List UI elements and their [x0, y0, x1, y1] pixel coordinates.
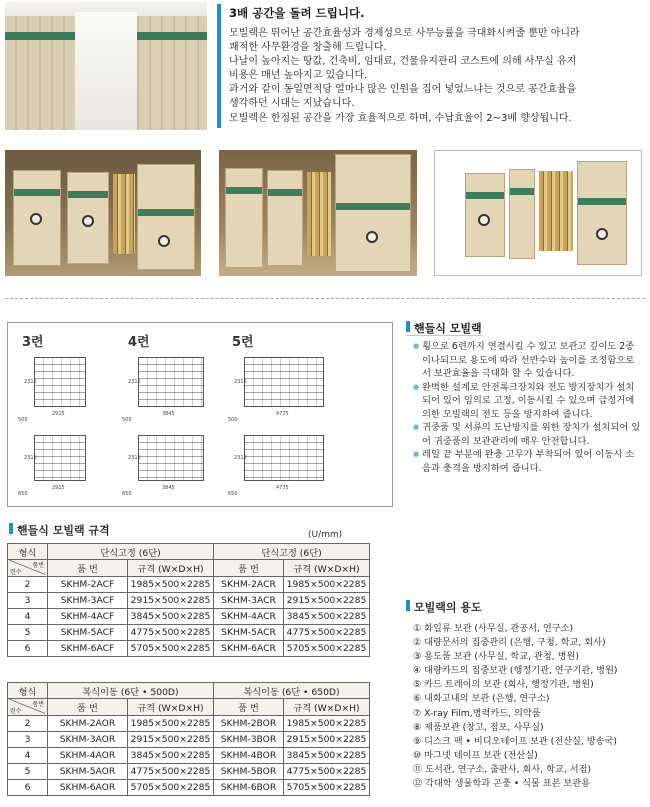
table-cell: SKHM-2ACF — [48, 577, 128, 593]
shelf-contents — [539, 171, 573, 251]
depth-dimension: 500 — [228, 417, 238, 423]
shelf-contents — [113, 174, 135, 254]
depth-dimension: 500 — [122, 417, 132, 423]
height-dimension: 2315 — [24, 379, 37, 385]
features-list — [413, 340, 643, 475]
table-row — [8, 609, 370, 625]
features-title: 핸들식 모빌랙 — [414, 322, 482, 335]
width-dimension: 3845 — [162, 411, 175, 417]
table-row — [8, 577, 370, 593]
table-cell: SKHM-2AOR — [48, 716, 128, 732]
rack-unit — [509, 169, 535, 259]
table-cell: 3845×500×2285 — [284, 748, 370, 764]
height-dimension: 2315 — [128, 379, 141, 385]
diagonal-header: 품번 련수 — [8, 560, 48, 577]
table-cell: SKHM-3AOR — [48, 732, 128, 748]
use-item: ⑦ X-ray Film,병력카드, 의약품 — [413, 707, 541, 719]
width-dimension: 2915 — [52, 411, 65, 417]
col-size: 규격 (W×D×H) — [128, 560, 214, 577]
table-cell: SKHM-3ACF — [48, 593, 128, 609]
table-cell: 2915×500×2285 — [128, 732, 214, 748]
width-dimension: 4775 — [276, 411, 289, 417]
table-cell: 2915×500×2285 — [284, 732, 370, 748]
intro-line: 비용은 매년 높아지고 있습니다. — [229, 70, 368, 81]
table-row — [8, 641, 370, 657]
rack-unit — [137, 164, 195, 270]
table-cell: 4775×500×2285 — [128, 764, 214, 780]
table-cell: SKHM-6ACR — [214, 641, 284, 657]
table-cell: SKHM-4ACF — [48, 609, 128, 625]
rack-unit — [465, 173, 505, 257]
table-row — [8, 764, 370, 780]
table-cell: 6 — [8, 641, 48, 657]
depth-dimension: 650 — [18, 491, 28, 497]
col-type: 형식 — [8, 683, 48, 699]
table-cell: SKHM-4ACR — [214, 609, 284, 625]
table-row — [8, 593, 370, 609]
table-cell: 4775×500×2285 — [284, 625, 370, 641]
section-divider — [5, 298, 645, 299]
col-size: 규격 (W×D×H) — [128, 699, 214, 716]
diagonal-header: 품번 련수 — [8, 699, 48, 716]
table-row — [8, 748, 370, 764]
use-item: ⑧ 제품보관 (창고, 점포, 사무실) — [413, 721, 544, 733]
depth-dimension: 650 — [228, 491, 238, 497]
green-stripe — [5, 32, 75, 40]
uses-list — [413, 622, 645, 791]
height-dimension: 2315 — [234, 455, 247, 461]
accent-bar — [217, 4, 221, 128]
feature-item: ● 귀중품 및 서류의 도난방지를 위한 장치가 설치되어 있어 귀중품의 보관관리에 매우 안전합니다. — [413, 421, 643, 448]
use-item: ② 대량문서의 집중관리 (은행, 구청, 학교, 회사) — [413, 637, 606, 649]
table-cell: 2 — [8, 577, 48, 593]
drawing-label: 4련 — [128, 335, 150, 350]
table-cell: SKHM-3BOR — [214, 732, 284, 748]
table-cell: SKHM-2BOR — [214, 716, 284, 732]
intro-line: 나날이 높아지는 땅값, 건축비, 임대료, 건물유지관리 코스트에 의해 사무실 유지 — [229, 56, 577, 67]
table-cell: 1985×500×2285 — [284, 577, 370, 593]
col-part: 품 번 — [214, 699, 284, 716]
feature-item: ● 횡으로 6련까지 연결시킬 수 있고 보관고 깊이도 2종이나되므로 용도에 따라 선반수와 높이를 조정함으로서 보관효율을 극대화 할 수 있습니다. — [413, 340, 643, 381]
spec-title: 핸들식 모빌랙 규격 — [17, 524, 110, 537]
table-cell: 2915×500×2285 — [284, 593, 370, 609]
table-row — [8, 716, 370, 732]
intro-line: 모빌렉은 한정된 공간을 가장 효율적으로 하며, 수납효율이 2~3배 향상됩니다. — [229, 113, 572, 124]
table-cell: 4 — [8, 748, 48, 764]
rack-unit — [13, 170, 61, 266]
table-cell: SKHM-5ACR — [214, 625, 284, 641]
aisle — [75, 12, 137, 130]
table-cell: SKHM-5AOR — [48, 764, 128, 780]
group-header: 복식이동 (6단 • 650D) — [214, 683, 370, 699]
table-cell: 3 — [8, 732, 48, 748]
table-row — [8, 732, 370, 748]
intro-line: 생각하던 시대는 지났습니다. — [229, 98, 355, 109]
mobile-rack-photo — [219, 150, 417, 276]
table-cell: 1985×500×2285 — [128, 716, 214, 732]
height-dimension: 2315 — [234, 379, 247, 385]
width-dimension: 2915 — [52, 485, 65, 491]
depth-dimension: 500 — [18, 417, 28, 423]
depth-dimension: 650 — [122, 491, 132, 497]
drawing-label: 3련 — [22, 335, 44, 350]
width-dimension: 3845 — [162, 485, 175, 491]
table-cell: 1985×500×2285 — [128, 577, 214, 593]
table-cell: 5705×500×2285 — [128, 780, 214, 796]
mobile-rack-photo — [5, 150, 201, 276]
mobile-rack-photo — [434, 150, 642, 276]
table-cell: 5705×500×2285 — [284, 780, 370, 796]
table-cell: 4775×500×2285 — [284, 764, 370, 780]
col-size: 규격 (W×D×H) — [284, 699, 370, 716]
rack-unit — [225, 168, 263, 268]
rack-unit — [335, 154, 411, 272]
use-item: ⑪ 도서관, 연구소, 출판사, 회사, 학교, 서점) — [413, 763, 592, 775]
group-header: 단식고정 (6단) — [48, 544, 214, 560]
table-cell: 3 — [8, 593, 48, 609]
use-item: ⑤ 카드 트레이의 보관 (회사, 행정기관, 병원) — [413, 679, 594, 691]
table-cell: 3845×500×2285 — [128, 748, 214, 764]
col-size: 규격 (W×D×H) — [284, 560, 370, 577]
table-cell: SKHM-6ACF — [48, 641, 128, 657]
table-cell: 6 — [8, 780, 48, 796]
table-cell: 4 — [8, 609, 48, 625]
table-row — [8, 625, 370, 641]
table-cell: SKHM-6BOR — [214, 780, 284, 796]
height-dimension: 2315 — [24, 455, 37, 461]
rack-unit — [67, 172, 109, 264]
use-item: ⑨ 디스크 팩 • 비디오테이프 보관 (전산실, 방송국) — [413, 735, 617, 747]
col-part: 품 번 — [48, 699, 128, 716]
hero-aisle-photo — [5, 2, 207, 130]
use-item: ⑩ 마그넷 테이프 보관 (전산실) — [413, 749, 538, 761]
rack-unit — [267, 170, 303, 266]
spec-table-fixed — [7, 543, 370, 657]
intro-line: 과거와 같이 동일면적당 얼마나 많은 인원을 집어 넣었느냐는 것으로 공간효율을 — [229, 84, 577, 95]
table-cell: 5705×500×2285 — [284, 641, 370, 657]
table-cell: 3845×500×2285 — [284, 609, 370, 625]
table-cell: SKHM-3ACR — [214, 593, 284, 609]
rack-unit — [577, 161, 627, 265]
table-cell: SKHM-2ACR — [214, 577, 284, 593]
width-dimension: 4775 — [276, 485, 289, 491]
intro-line: 쾌적한 사무환경을 창출해 드립니다. — [229, 42, 387, 53]
spec-table-mobile — [7, 682, 370, 796]
table-cell: 2915×500×2285 — [128, 593, 214, 609]
unit-label: (U/mm) — [308, 530, 343, 540]
table-cell: SKHM-4BOR — [214, 748, 284, 764]
table-cell: 5 — [8, 764, 48, 780]
col-part: 품 번 — [48, 560, 128, 577]
table-cell: SKHM-5ACF — [48, 625, 128, 641]
feature-item: ● 레일 끝 부분에 완충 고무가 부착되어 있어 이동시 소음과 충격을 방지하여 줍니다. — [413, 448, 643, 475]
col-type: 형식 — [8, 544, 48, 560]
use-item: ⑥ 내화고내의 보관 (은행, 연구소) — [413, 693, 550, 705]
table-row — [8, 780, 370, 796]
height-dimension: 2315 — [128, 455, 141, 461]
feature-item: ● 완벽한 설계로 안전록크장치와 전도 방지장치가 설치되어 있어 임의로 고정, 이동시킬 수 있으며 급정거에 의한 모빌랙의 전도 등을 방지하여 줍니다. — [413, 381, 643, 422]
use-item: ① 화일류 보관 (사무실, 관공서, 연구소) — [413, 623, 574, 634]
intro-title: 3배 공간을 돌려 드립니다. — [229, 6, 365, 20]
table-cell: 1985×500×2285 — [284, 716, 370, 732]
rack-drawings — [7, 322, 393, 507]
shelf-contents — [307, 172, 331, 256]
green-stripe — [137, 32, 207, 40]
table-cell: SKHM-6AOR — [48, 780, 128, 796]
uses-title: 모빌랙의 용도 — [414, 601, 482, 614]
use-item: ③ 용도품 보관 (사무실, 학교, 관청, 병원) — [413, 651, 579, 663]
group-header: 복식이동 (6단 • 500D) — [48, 683, 214, 699]
col-part: 품 번 — [214, 560, 284, 577]
table-cell: 5 — [8, 625, 48, 641]
table-cell: 3845×500×2285 — [128, 609, 214, 625]
use-item: ⑫ 각대학 생물학과 곤충 • 식물 표본 보관용 — [413, 778, 591, 790]
group-header: 단식고정 (6단) — [214, 544, 370, 560]
table-cell: 5705×500×2285 — [128, 641, 214, 657]
intro-line: 모빌랙은 뛰어난 공간효율성과 경제성으로 사무능률을 극대화시켜줄 뿐만 아니라 — [229, 28, 580, 39]
use-item: ④ 대량카드의 집중보관 (행정기관, 연구기관, 병원) — [413, 665, 618, 677]
table-cell: 2 — [8, 716, 48, 732]
drawing-label: 5련 — [232, 335, 254, 350]
table-cell: SKHM-5BOR — [214, 764, 284, 780]
table-cell: 4775×500×2285 — [128, 625, 214, 641]
table-cell: SKHM-4AOR — [48, 748, 128, 764]
